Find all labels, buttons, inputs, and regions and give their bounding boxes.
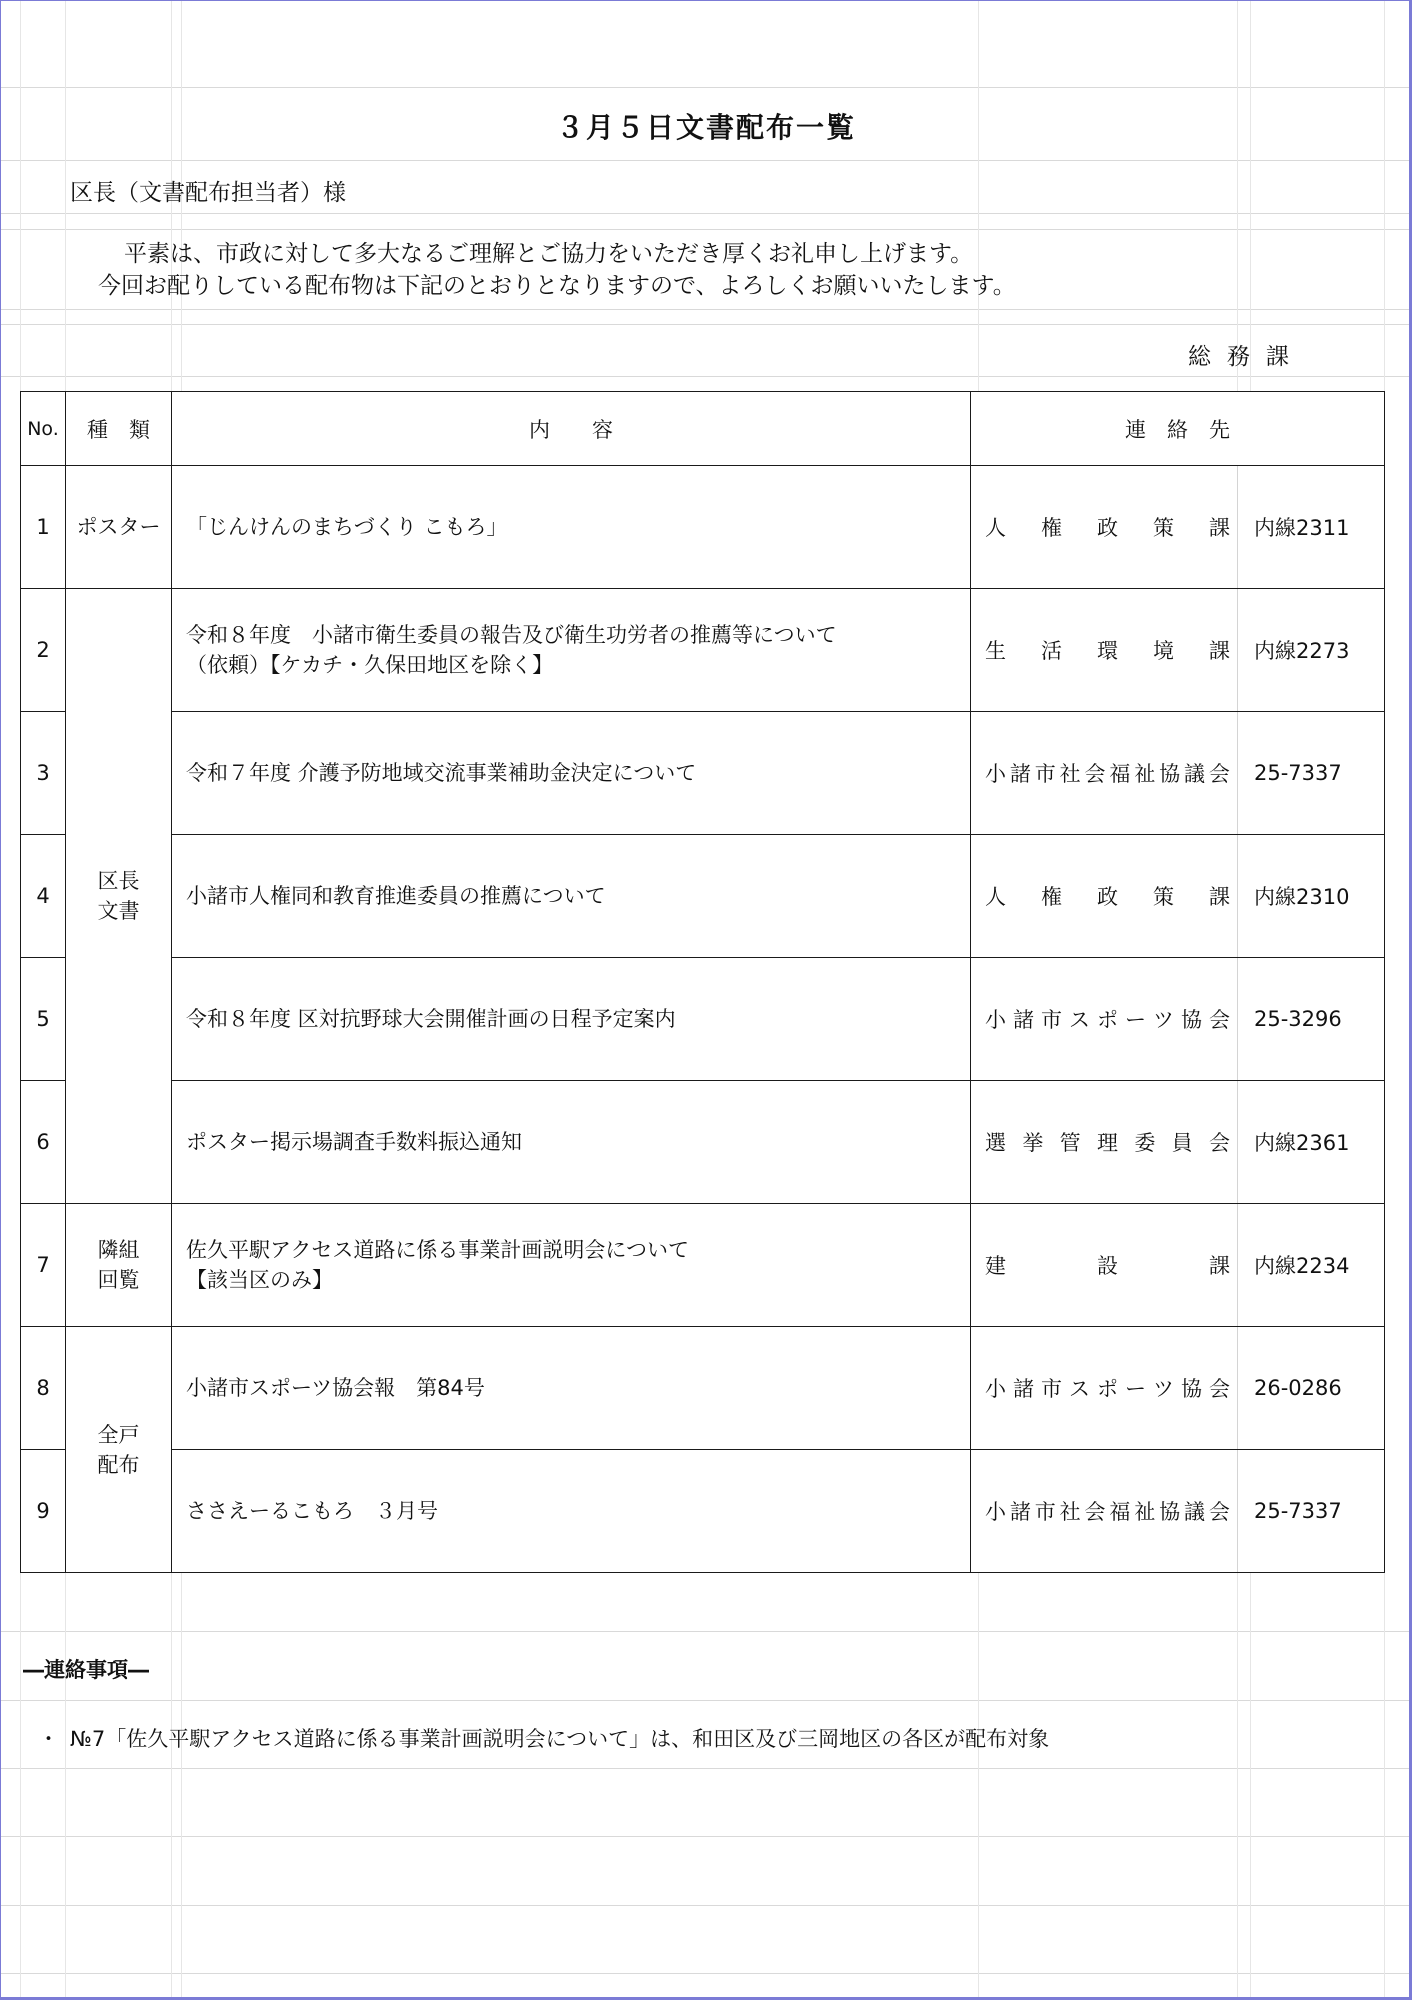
department-char: 環	[1097, 639, 1118, 663]
department-char: 活	[1041, 639, 1062, 663]
content-line: 小諸市スポーツ協会報 第84号	[186, 1376, 485, 1400]
department-char: 策	[1153, 885, 1174, 909]
department-char: 権	[1041, 885, 1062, 909]
table-row	[21, 712, 1385, 835]
department-char: 理	[1096, 1131, 1118, 1155]
content-cell	[172, 958, 971, 1081]
content-cell	[172, 712, 971, 835]
header-content: 内 容	[172, 392, 971, 466]
content-line: 令和７年度 介護予防地域交流事業補助金決定について	[186, 761, 697, 785]
department-char: 挙	[1022, 1131, 1044, 1155]
department-char: 祉	[1134, 762, 1156, 786]
content-line: 【該当区のみ】	[186, 1268, 333, 1292]
type-label-line: 回覧	[97, 1268, 140, 1292]
department-cell	[971, 712, 1238, 835]
department-char: 諸	[1009, 762, 1031, 786]
table-header-row	[21, 392, 1385, 466]
department-char: 市	[1041, 1377, 1062, 1401]
table-row	[21, 589, 1385, 712]
type-label-line: 文書	[97, 899, 140, 923]
phone-cell: 内線2310	[1238, 835, 1385, 958]
header-type: 種 類	[66, 392, 172, 466]
department-char: 協	[1181, 1008, 1202, 1032]
department-char: 小	[985, 1008, 1006, 1032]
content-cell	[172, 835, 971, 958]
phone-cell: 内線2361	[1238, 1081, 1385, 1204]
department-char: ー	[1125, 1008, 1146, 1032]
department-name	[985, 758, 1230, 788]
row-no: 5	[21, 958, 66, 1081]
department-char: 生	[985, 639, 1006, 663]
note-bullet: ・	[38, 1727, 59, 1751]
department-char: 小	[985, 1377, 1006, 1401]
department-char: ス	[1069, 1377, 1090, 1401]
row-no: 3	[21, 712, 66, 835]
content-line: 令和８年度 区対抗野球大会開催計画の日程予定案内	[186, 1007, 676, 1031]
type-label-line: 隣組	[97, 1238, 140, 1262]
content-line: （依頼）【ケカチ・久保田地区を除く】	[186, 653, 554, 677]
department-name	[985, 1496, 1230, 1526]
department-name	[985, 1127, 1230, 1157]
department-char: 課	[1209, 516, 1230, 540]
type-cell-tonarigumi-kairan	[66, 1204, 172, 1327]
greeting-line-1: 平素は、市政に対して多大なるご理解とご協力をいただき厚くお礼申し上げます。	[124, 241, 974, 267]
row-no: 6	[21, 1081, 66, 1204]
table-row	[21, 466, 1385, 589]
row-no: 9	[21, 1450, 66, 1573]
type-cell-zenko-haifu	[66, 1327, 172, 1573]
department-char: 会	[1208, 1500, 1230, 1524]
page-title: ３月５日文書配布一覧	[555, 111, 856, 144]
row-no: 4	[21, 835, 66, 958]
department-char: 協	[1181, 1377, 1202, 1401]
header-contact: 連 絡 先	[971, 392, 1385, 466]
department-char: 諸	[1013, 1377, 1034, 1401]
content-line: 「じんけんのまちづくり こもろ」	[186, 515, 508, 539]
table-row	[21, 835, 1385, 958]
department-name	[985, 635, 1230, 665]
department-cell	[971, 1204, 1238, 1327]
department-char: 協	[1159, 762, 1181, 786]
department-name	[985, 881, 1230, 911]
department-cell	[971, 958, 1238, 1081]
department-char: 政	[1097, 885, 1118, 909]
department-char: 人	[985, 885, 1006, 909]
content-cell	[172, 1327, 971, 1450]
department-char: 権	[1041, 516, 1062, 540]
department-char: ツ	[1153, 1008, 1174, 1032]
type-label-line: 全戸	[97, 1422, 140, 1447]
department-char: ポ	[1097, 1008, 1118, 1032]
department-char: 課	[1209, 1254, 1230, 1278]
content-line: 小諸市人権同和教育推進委員の推薦について	[186, 884, 606, 908]
department-char: 境	[1153, 639, 1174, 663]
phone-cell: 26-0286	[1238, 1327, 1385, 1450]
department-char: 市	[1034, 762, 1056, 786]
department-char: 福	[1109, 762, 1131, 786]
row-no: 8	[21, 1327, 66, 1450]
department-char: 会	[1208, 1131, 1230, 1155]
phone-cell: 内線2273	[1238, 589, 1385, 712]
distribution-table	[20, 391, 1385, 1573]
department-char: 市	[1034, 1500, 1056, 1524]
department-cell	[971, 835, 1238, 958]
department-cell	[971, 1327, 1238, 1450]
department-char: 小	[985, 762, 1006, 786]
department-char: 会	[1084, 762, 1106, 786]
department-char: ツ	[1153, 1377, 1174, 1401]
table-row	[21, 1204, 1385, 1327]
department-cell	[971, 466, 1238, 589]
department-char: 建	[985, 1254, 1006, 1278]
department-char: ス	[1069, 1008, 1090, 1032]
department-char: 会	[1084, 1500, 1106, 1524]
type-cell-kucho-bunsho	[66, 589, 172, 1204]
department-char: 員	[1171, 1131, 1193, 1155]
table-row	[21, 1327, 1385, 1450]
department-cell	[971, 589, 1238, 712]
department-char: 社	[1059, 762, 1081, 786]
content-cell	[172, 1204, 971, 1327]
row-no: 7	[21, 1204, 66, 1327]
phone-cell: 内線2311	[1238, 466, 1385, 589]
table-row	[21, 1450, 1385, 1573]
content-line: ささえーるこもろ ３月号	[186, 1499, 438, 1523]
department-char: ー	[1125, 1377, 1146, 1401]
content-line: 佐久平駅アクセス道路に係る事業計画説明会について	[186, 1238, 689, 1262]
phone-cell: 25-3296	[1238, 958, 1385, 1081]
type-label-line: 区長	[97, 869, 140, 893]
department-char: 委	[1134, 1131, 1156, 1155]
department-char: 会	[1208, 762, 1230, 786]
addressee: 区長（文書配布担当者）様	[70, 180, 346, 206]
department-char: 福	[1109, 1500, 1131, 1524]
department-cell	[971, 1081, 1238, 1204]
department-char: 協	[1159, 1500, 1181, 1524]
department-char: 課	[1209, 885, 1230, 909]
phone-cell: 25-7337	[1238, 1450, 1385, 1573]
greeting-line-2: 今回お配りしている配布物は下記のとおりとなりますので、よろしくお願いいたします。	[98, 273, 1016, 299]
department-char: 人	[985, 516, 1006, 540]
department-char: 社	[1059, 1500, 1081, 1524]
department-char: 選	[985, 1131, 1006, 1155]
issuer-department: 総務課	[1188, 344, 1305, 370]
department-char: 諸	[1009, 1500, 1031, 1524]
header-no: No.	[21, 392, 66, 466]
department-char: 設	[1097, 1254, 1118, 1278]
row-no: 2	[21, 589, 66, 712]
type-label: ポスター	[76, 515, 161, 539]
content-cell	[172, 1081, 971, 1204]
content-line: ポスター掲示場調査手数料振込通知	[186, 1130, 522, 1154]
row-no: 1	[21, 466, 66, 589]
department-char: 小	[985, 1500, 1006, 1524]
content-cell	[172, 589, 971, 712]
department-name	[985, 512, 1230, 542]
department-char: 祉	[1134, 1500, 1156, 1524]
table-row	[21, 958, 1385, 1081]
phone-cell: 内線2234	[1238, 1204, 1385, 1327]
phone-cell: 25-7337	[1238, 712, 1385, 835]
notes-title: ―連絡事項―	[23, 1658, 149, 1682]
type-cell-poster	[66, 466, 172, 589]
table-row	[21, 1081, 1385, 1204]
department-name	[985, 1250, 1230, 1280]
department-char: 議	[1184, 762, 1205, 786]
department-char: 議	[1184, 1500, 1205, 1524]
department-char: 課	[1209, 639, 1230, 663]
department-char: 会	[1209, 1377, 1230, 1401]
note-text: №7「佐久平駅アクセス道路に係る事業計画説明会について」は、和田区及び三岡地区の各区が配布対象	[70, 1727, 1050, 1751]
department-char: 諸	[1013, 1008, 1034, 1032]
content-cell	[172, 466, 971, 589]
type-label-line: 配布	[97, 1452, 140, 1477]
department-char: 策	[1153, 516, 1174, 540]
department-char: ポ	[1097, 1377, 1118, 1401]
content-cell	[172, 1450, 971, 1573]
department-cell	[971, 1450, 1238, 1573]
department-char: 管	[1059, 1131, 1081, 1155]
department-name	[985, 1004, 1230, 1034]
department-char: 市	[1041, 1008, 1062, 1032]
content-line: 令和８年度 小諸市衛生委員の報告及び衛生功労者の推薦等について	[186, 623, 837, 647]
department-char: 政	[1097, 516, 1118, 540]
department-char: 会	[1209, 1008, 1230, 1032]
department-name	[985, 1373, 1230, 1403]
